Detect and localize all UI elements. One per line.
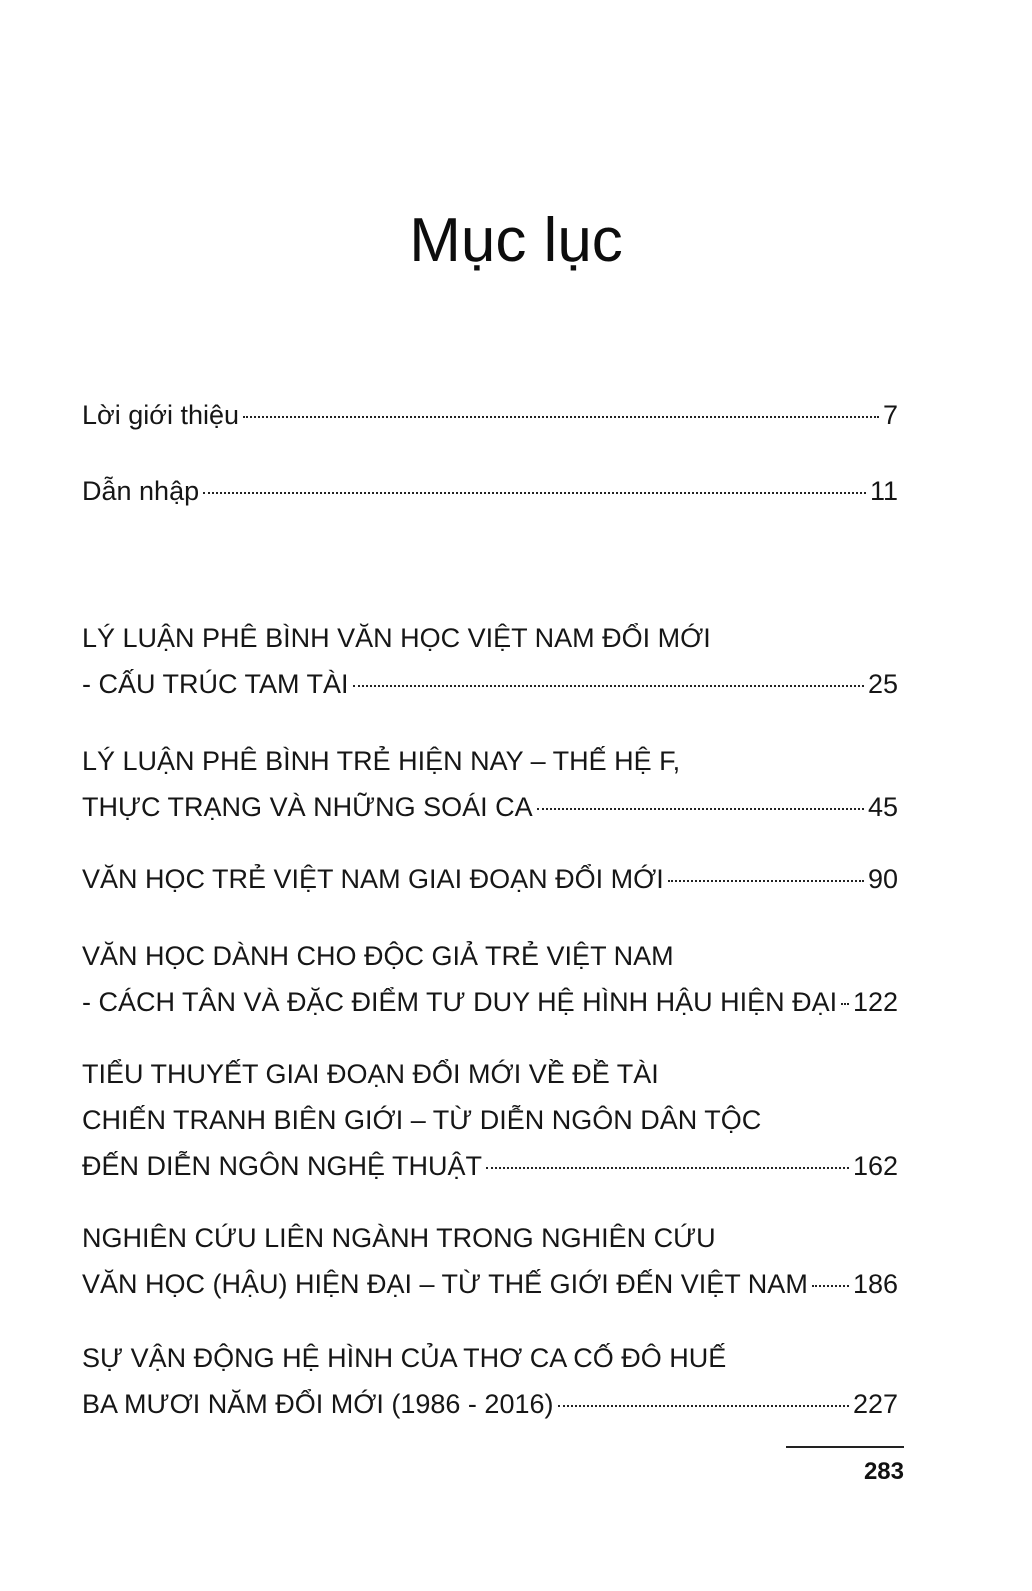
toc-entry xyxy=(82,615,898,707)
toc-entry-page: 162 xyxy=(852,1151,898,1181)
toc-entry xyxy=(82,1215,898,1307)
toc-entry-page: 25 xyxy=(867,669,898,699)
toc-entry-page: 186 xyxy=(852,1269,898,1299)
toc-entry-final-line xyxy=(82,979,898,1025)
dot-leader xyxy=(668,880,864,882)
toc-entry-title: THỰC TRẠNG VÀ NHỮNG SOÁI CA xyxy=(82,792,533,822)
dot-leader xyxy=(243,416,879,418)
toc-entry-line: SỰ VẬN ĐỘNG HỆ HÌNH CỦA THƠ CA CỐ ĐÔ HUẾ xyxy=(82,1343,727,1373)
toc-entry xyxy=(82,1051,898,1189)
dot-leader xyxy=(812,1285,849,1287)
toc-entry-final-line xyxy=(82,392,898,438)
dot-leader xyxy=(353,685,864,687)
dot-leader xyxy=(841,1003,849,1005)
toc-entry-line: VĂN HỌC DÀNH CHO ĐỘC GIẢ TRẺ VIỆT NAM xyxy=(82,941,674,971)
toc-entry-title: Lời giới thiệu xyxy=(82,400,239,430)
toc-entry-final-line xyxy=(82,784,898,830)
toc-entry-title: - CÁCH TÂN VÀ ĐẶC ĐIỂM TƯ DUY HỆ HÌNH HẬU HIỆN ĐẠI xyxy=(82,987,838,1017)
dot-leader xyxy=(558,1405,849,1407)
toc-entry-page: 122 xyxy=(852,987,898,1017)
page-title: Mục lục xyxy=(409,206,623,275)
toc-entry xyxy=(82,856,898,902)
toc-entry-title: VĂN HỌC (HẬU) HIỆN ĐẠI – TỪ THẾ GIỚI ĐẾN VIỆT NAM xyxy=(82,1269,808,1299)
toc-entry xyxy=(82,933,898,1025)
toc-entry-final-line xyxy=(82,856,898,902)
dot-leader xyxy=(537,808,864,810)
toc-entry-title: - CẤU TRÚC TAM TÀI xyxy=(82,669,349,699)
toc-entry xyxy=(82,392,898,438)
toc-entry-line: CHIẾN TRANH BIÊN GIỚI – TỪ DIỄN NGÔN DÂN TỘC xyxy=(82,1105,762,1135)
toc-entry xyxy=(82,468,898,514)
footer-rule xyxy=(786,1446,904,1448)
toc-entry-final-line xyxy=(82,661,898,707)
toc-entry-final-line xyxy=(82,1143,898,1189)
toc-entry-title: BA MƯƠI NĂM ĐỔI MỚI (1986 - 2016) xyxy=(82,1389,554,1419)
toc-entry-line: LÝ LUẬN PHÊ BÌNH TRẺ HIỆN NAY – THẾ HỆ F, xyxy=(82,746,681,776)
toc-entry-final-line xyxy=(82,1381,898,1427)
toc-entry-title: ĐẾN DIỄN NGÔN NGHỆ THUẬT xyxy=(82,1151,483,1181)
toc-entry-final-line xyxy=(82,1261,898,1307)
toc-entry-title: Dẫn nhập xyxy=(82,476,200,506)
toc-entry-line: TIỂU THUYẾT GIAI ĐOẠN ĐỔI MỚI VỀ ĐỀ TÀI xyxy=(82,1059,659,1089)
dot-leader xyxy=(486,1167,849,1169)
toc-entry-final-line xyxy=(82,468,898,514)
toc-entry-line: LÝ LUẬN PHÊ BÌNH VĂN HỌC VIỆT NAM ĐỔI MỚI xyxy=(82,623,711,653)
toc-entry xyxy=(82,738,898,830)
toc-entry-page: 90 xyxy=(867,864,898,894)
toc-entry-page: 7 xyxy=(882,400,898,430)
toc-entry-page: 11 xyxy=(869,476,898,506)
toc-entry-page: 45 xyxy=(867,792,898,822)
dot-leader xyxy=(203,492,866,494)
toc-entry xyxy=(82,1335,898,1427)
toc-entry-line: NGHIÊN CỨU LIÊN NGÀNH TRONG NGHIÊN CỨU xyxy=(82,1223,716,1253)
page-number: 283 xyxy=(863,1458,904,1485)
toc-entry-page: 227 xyxy=(852,1389,898,1419)
toc-entry-title: VĂN HỌC TRẺ VIỆT NAM GIAI ĐOẠN ĐỔI MỚI xyxy=(82,864,664,894)
